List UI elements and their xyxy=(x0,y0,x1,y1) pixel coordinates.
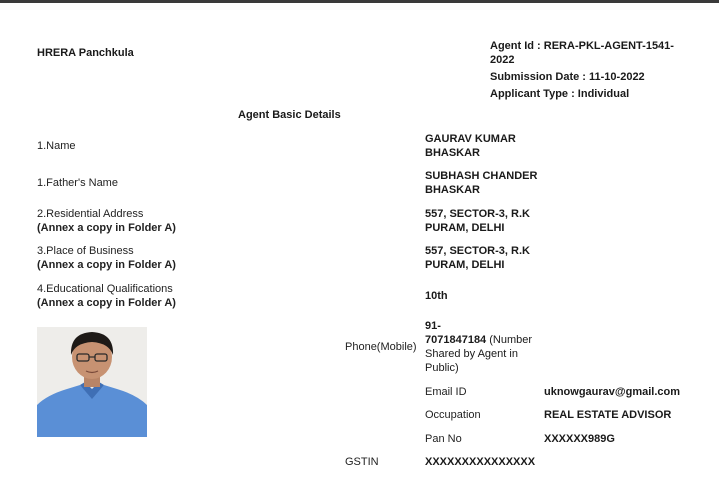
name-value-line2: BHASKAR xyxy=(425,147,480,159)
occupation-value: REAL ESTATE ADVISOR xyxy=(544,409,672,421)
business-place-label xyxy=(37,244,176,272)
agent-id-line2: 2022 xyxy=(490,54,515,66)
phone-note-line2: Shared by Agent in xyxy=(425,348,518,360)
authority-name: HRERA Panchkula xyxy=(37,47,134,59)
phone-value xyxy=(425,319,550,375)
agent-id-line1: Agent Id : RERA-PKL-AGENT-1541- xyxy=(490,40,674,52)
phone-note-line1: (Number xyxy=(486,334,533,346)
top-border xyxy=(0,0,719,3)
name-value-line1: GAURAV KUMAR xyxy=(425,133,516,145)
residential-address-label-text: 2.Residential Address xyxy=(37,208,144,220)
business-place-value-line2: PURAM, DELHI xyxy=(425,259,505,271)
gstin-value: XXXXXXXXXXXXXXX xyxy=(425,456,536,468)
pan-label: Pan No xyxy=(425,433,462,445)
phone-prefix: 91- xyxy=(425,320,441,332)
education-note: (Annex a copy in Folder A) xyxy=(37,297,176,309)
phone-number: 7071847184 xyxy=(425,334,487,346)
business-place-label-text: 3.Place of Business xyxy=(37,245,134,257)
section-title: Agent Basic Details xyxy=(238,109,341,121)
residential-address-value-line2: PURAM, DELHI xyxy=(425,222,505,234)
residential-address-value-line1: 557, SECTOR-3, R.K xyxy=(425,208,530,220)
education-value: 10th xyxy=(425,290,448,302)
name-label: 1.Name xyxy=(37,140,76,152)
father-name-value-line1: SUBHASH CHANDER xyxy=(425,170,538,182)
gstin-label: GSTIN xyxy=(345,456,379,468)
applicant-type: Applicant Type : Individual xyxy=(490,88,630,100)
residential-address-label xyxy=(37,207,176,235)
father-name-label: 1.Father's Name xyxy=(37,177,118,189)
email-label: Email ID xyxy=(425,386,467,398)
submission-date: Submission Date : 11-10-2022 xyxy=(490,71,645,83)
father-name-value-line2: BHASKAR xyxy=(425,184,480,196)
occupation-label: Occupation xyxy=(425,409,481,421)
phone-label: Phone(Mobile) xyxy=(345,341,417,353)
education-label-text: 4.Educational Qualifications xyxy=(37,283,173,295)
agent-photo xyxy=(37,327,147,437)
email-value: uknowgaurav@gmail.com xyxy=(544,386,681,398)
residential-address-note: (Annex a copy in Folder A) xyxy=(37,222,176,234)
education-label xyxy=(37,282,176,310)
phone-note-line3: Public) xyxy=(425,362,459,374)
business-place-note: (Annex a copy in Folder A) xyxy=(37,259,176,271)
agent-photo-image xyxy=(37,327,147,437)
business-place-value-line1: 557, SECTOR-3, R.K xyxy=(425,245,530,257)
pan-value: XXXXXX989G xyxy=(544,433,615,445)
